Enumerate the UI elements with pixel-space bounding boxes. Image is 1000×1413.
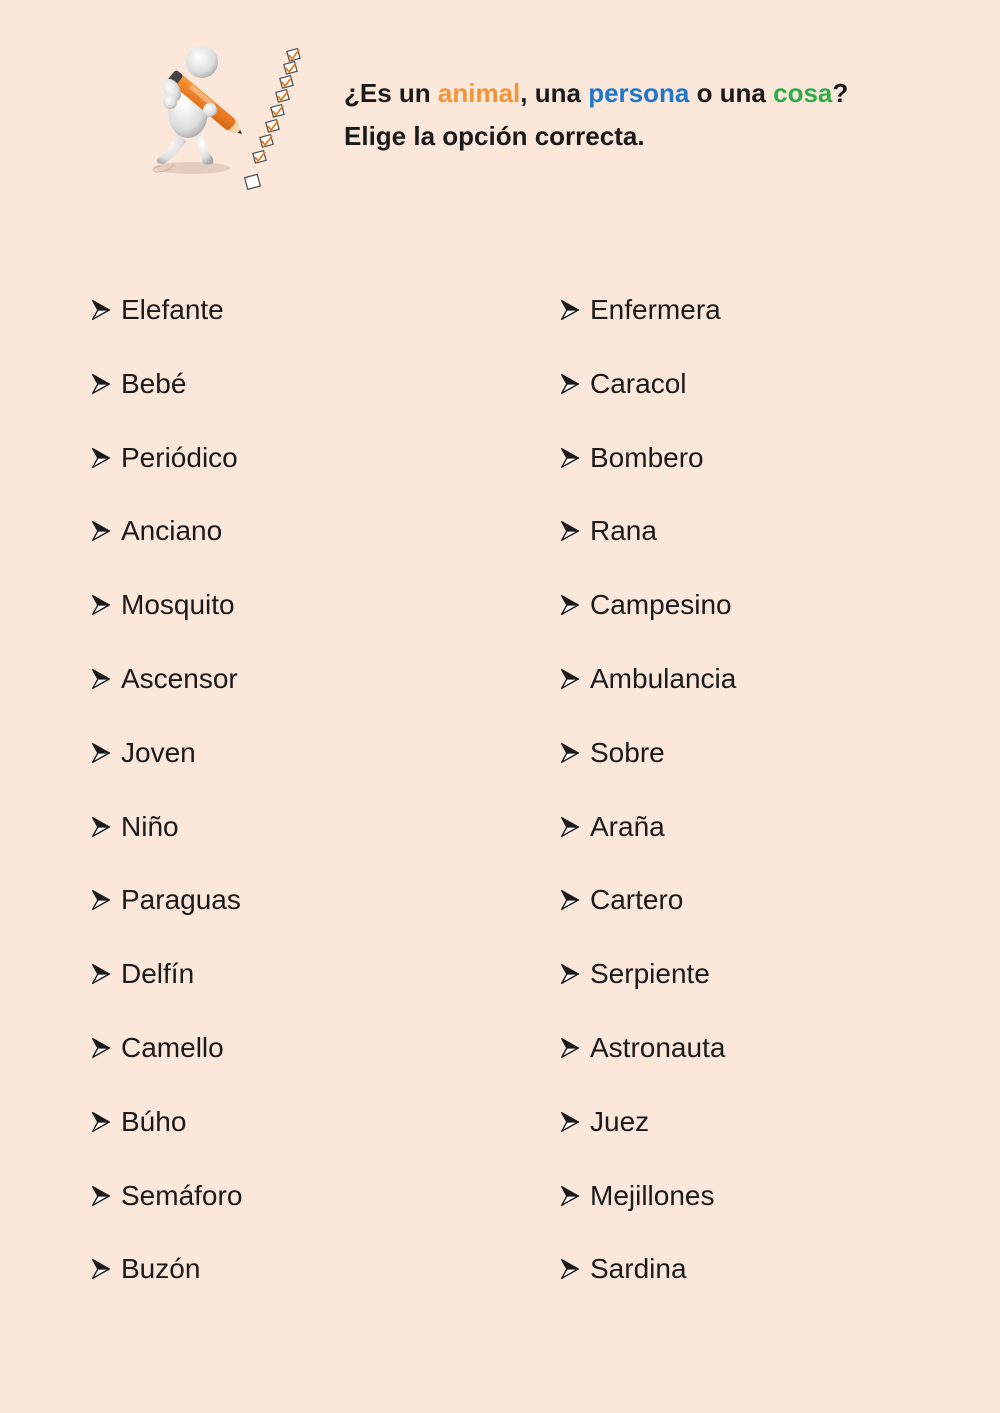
word-item [561, 436, 736, 510]
arrowhead-bullet-icon [561, 657, 581, 701]
word-label: Juez [590, 1105, 650, 1137]
question-start: ¿Es un [344, 78, 438, 108]
word-label: Araña [590, 810, 665, 842]
word-item [561, 805, 736, 879]
arrowhead-bullet-icon [92, 509, 112, 553]
instructions-header [344, 72, 964, 158]
instruction-line: Elige la opción correcta. [344, 121, 645, 151]
word-label: Mosquito [121, 589, 235, 621]
arrowhead-bullet-icon [561, 878, 581, 922]
word-label: Bombero [590, 441, 704, 473]
word-label: Paraguas [121, 884, 241, 916]
arrowhead-bullet-icon [92, 1247, 112, 1291]
word-label: Bebé [121, 367, 187, 399]
arrowhead-bullet-icon [92, 657, 112, 701]
word-item [92, 657, 242, 731]
question-end: ? [832, 78, 849, 108]
arrowhead-bullet-icon [92, 436, 112, 480]
persona-keyword: persona [588, 78, 690, 108]
word-label: Ambulancia [590, 662, 737, 694]
word-item [92, 1174, 242, 1248]
word-item [92, 288, 242, 362]
word-item [92, 878, 242, 952]
word-label: Niño [121, 810, 179, 842]
word-label: Periódico [121, 441, 238, 473]
word-label: Delfín [121, 958, 195, 990]
word-label: Semáforo [121, 1179, 243, 1211]
word-label: Sardina [590, 1253, 687, 1285]
word-label: Astronauta [590, 1031, 726, 1063]
arrowhead-bullet-icon [92, 362, 112, 406]
arrowhead-bullet-icon [561, 362, 581, 406]
word-label: Serpiente [590, 958, 710, 990]
word-item [92, 1100, 242, 1174]
word-item [561, 657, 736, 731]
cosa-keyword: cosa [773, 78, 833, 108]
word-item [561, 583, 736, 657]
word-item [92, 731, 242, 805]
arrowhead-bullet-icon [561, 583, 581, 627]
word-label: Búho [121, 1105, 187, 1137]
word-item [92, 805, 242, 879]
word-item [92, 362, 242, 436]
arrowhead-bullet-icon [92, 583, 112, 627]
question-separator-1: , una [520, 78, 589, 108]
arrowhead-bullet-icon [92, 288, 112, 332]
arrowhead-bullet-icon [92, 1026, 112, 1070]
word-list-left [92, 288, 242, 1321]
arrowhead-bullet-icon [561, 952, 581, 996]
word-item [92, 509, 242, 583]
arrowhead-bullet-icon [92, 1100, 112, 1144]
arrowhead-bullet-icon [561, 436, 581, 480]
question-separator-2: o una [689, 78, 774, 108]
arrowhead-bullet-icon [92, 878, 112, 922]
word-item [561, 731, 736, 805]
arrowhead-bullet-icon [92, 731, 112, 775]
word-item [92, 436, 242, 510]
word-item [92, 1026, 242, 1100]
word-label: Enfermera [590, 294, 721, 325]
question-line [344, 72, 964, 115]
arrowhead-bullet-icon [561, 288, 581, 332]
word-label: Cartero [590, 884, 684, 916]
word-label: Camello [121, 1031, 224, 1063]
word-item [561, 878, 736, 952]
word-label: Elefante [121, 294, 224, 325]
word-list-right [561, 288, 736, 1321]
arrowhead-bullet-icon [92, 952, 112, 996]
word-label: Sobre [590, 736, 665, 768]
word-label: Caracol [590, 367, 687, 399]
figure-with-pencil-and-checklist-icon [140, 40, 315, 200]
word-label: Rana [590, 515, 657, 547]
word-item [92, 952, 242, 1026]
arrowhead-bullet-icon [92, 805, 112, 849]
word-label: Mejillones [590, 1179, 715, 1211]
word-label: Anciano [121, 515, 223, 547]
arrowhead-bullet-icon [561, 1100, 581, 1144]
arrowhead-bullet-icon [92, 1174, 112, 1218]
word-item [561, 509, 736, 583]
word-label: Buzón [121, 1253, 201, 1285]
word-item [92, 583, 242, 657]
arrowhead-bullet-icon [561, 731, 581, 775]
animal-keyword: animal [437, 78, 521, 108]
arrowhead-bullet-icon [561, 1247, 581, 1291]
word-item [561, 288, 736, 362]
arrowhead-bullet-icon [561, 509, 581, 553]
word-item [561, 1026, 736, 1100]
word-item [561, 952, 736, 1026]
word-item [561, 1174, 736, 1248]
word-item [561, 362, 736, 436]
word-label: Campesino [590, 589, 732, 621]
word-item [561, 1100, 736, 1174]
word-item [561, 1247, 736, 1321]
word-label: Joven [121, 736, 196, 768]
word-label: Ascensor [121, 662, 238, 694]
arrowhead-bullet-icon [561, 1174, 581, 1218]
arrowhead-bullet-icon [561, 805, 581, 849]
word-item [92, 1247, 242, 1321]
arrowhead-bullet-icon [561, 1026, 581, 1070]
